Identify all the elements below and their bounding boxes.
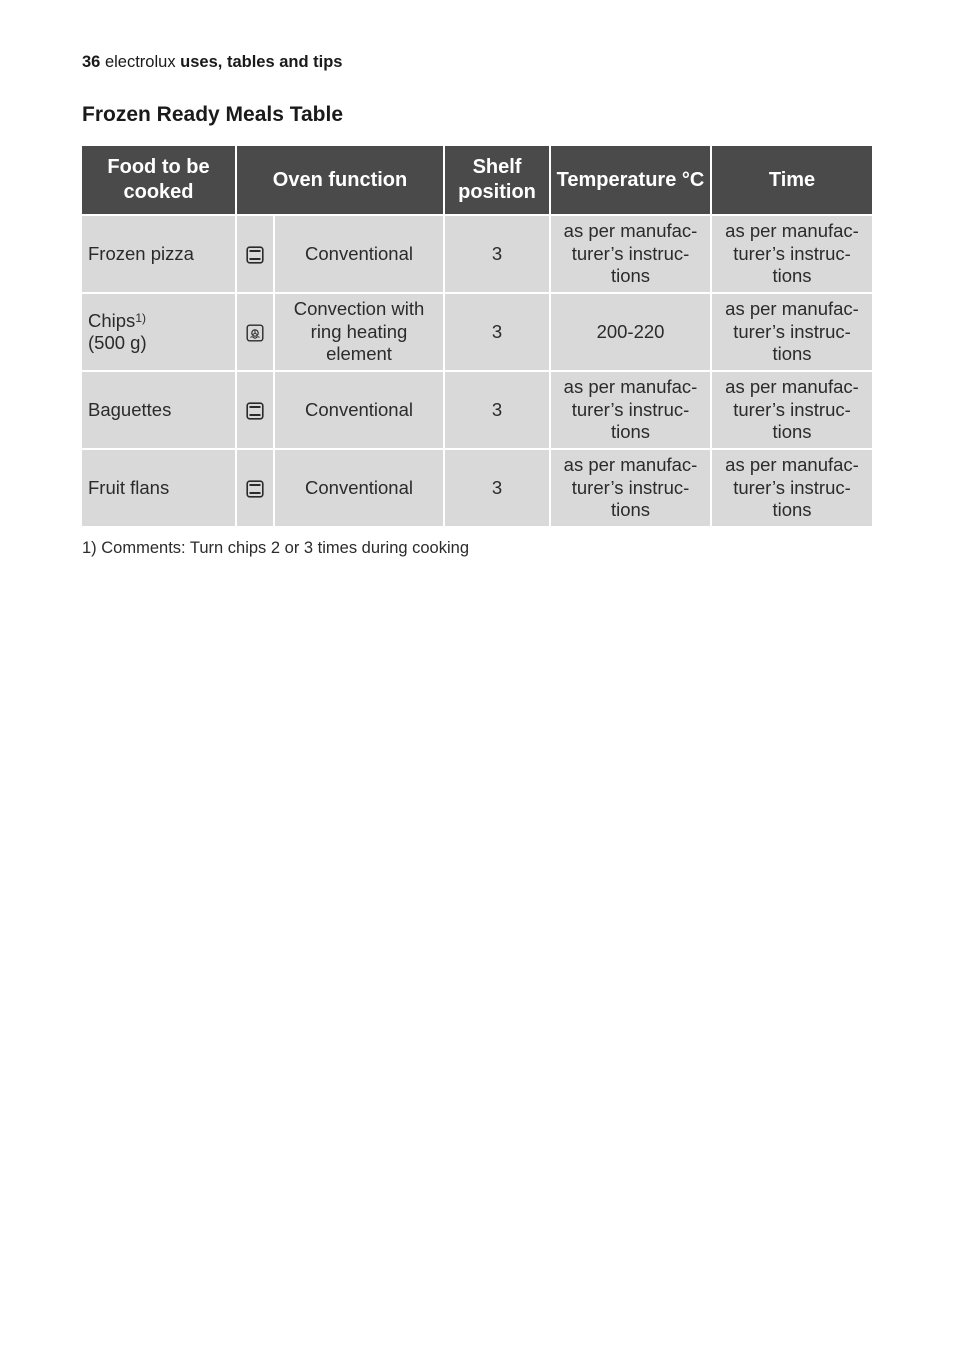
time-cell: as per manufac-turer’s instruc-tions [711,293,872,371]
convection-ring-heating-icon [246,324,264,342]
food-name: Fruit flans [88,476,170,498]
food-cell [82,215,236,293]
food-quantity: (500 g) [88,332,147,353]
table-row [82,293,872,371]
table-row [82,215,872,293]
brand-name: electrolux [104,53,176,71]
oven-function-cell: Conventional [274,449,444,526]
conventional-oven-icon [246,402,264,420]
conventional-oven-icon [246,246,264,264]
temperature-cell: as per manufac-turer’s instruc-tions [550,371,711,449]
shelf-position-cell: 3 [444,215,550,293]
time-cell: as per manufac-turer’s instruc-tions [711,449,872,526]
oven-function-cell: Convection with ring heating element [274,293,444,371]
page-number: 36 [82,53,101,71]
column-header-temperature: Temperature °C [550,146,711,215]
conventional-oven-icon [246,480,264,498]
column-header-time: Time [711,146,872,215]
oven-function-icon-cell [236,449,274,526]
table-header-row [82,146,872,215]
column-header-shelf: Shelf position [444,146,550,215]
table-title: Frozen Ready Meals Table [82,103,344,126]
shelf-position-cell: 3 [444,449,550,526]
time-cell: as per manufac-turer’s instruc-tions [711,215,872,293]
time-cell: as per manufac-turer’s instruc-tions [711,371,872,449]
food-cell [82,371,236,449]
food-name: Frozen pizza [88,242,194,264]
page-header [82,52,342,72]
oven-function-icon-cell [236,371,274,449]
footnote: 1) Comments: Turn chips 2 or 3 times during cooking [82,539,470,557]
column-header-oven-function: Oven function [236,146,444,215]
table-row [82,449,872,526]
oven-function-cell: Conventional [274,215,444,293]
food-cell [82,449,236,526]
oven-function-icon-cell [236,215,274,293]
section-name: uses, tables and tips [180,53,343,71]
footnote-marker: 1) [135,310,146,325]
column-header-food: Food to be cooked [82,146,236,215]
frozen-meals-table [82,146,872,526]
oven-function-icon-cell [236,293,274,371]
temperature-cell: as per manufac-turer’s instruc-tions [550,449,711,526]
shelf-position-cell: 3 [444,371,550,449]
food-cell [82,293,236,371]
table-row [82,371,872,449]
temperature-cell: as per manufac-turer’s instruc-tions [550,215,711,293]
food-name: Baguettes [88,398,172,420]
shelf-position-cell: 3 [444,293,550,371]
food-name: Chips [88,309,136,331]
oven-function-cell: Conventional [274,371,444,449]
temperature-cell: 200-220 [550,293,711,371]
